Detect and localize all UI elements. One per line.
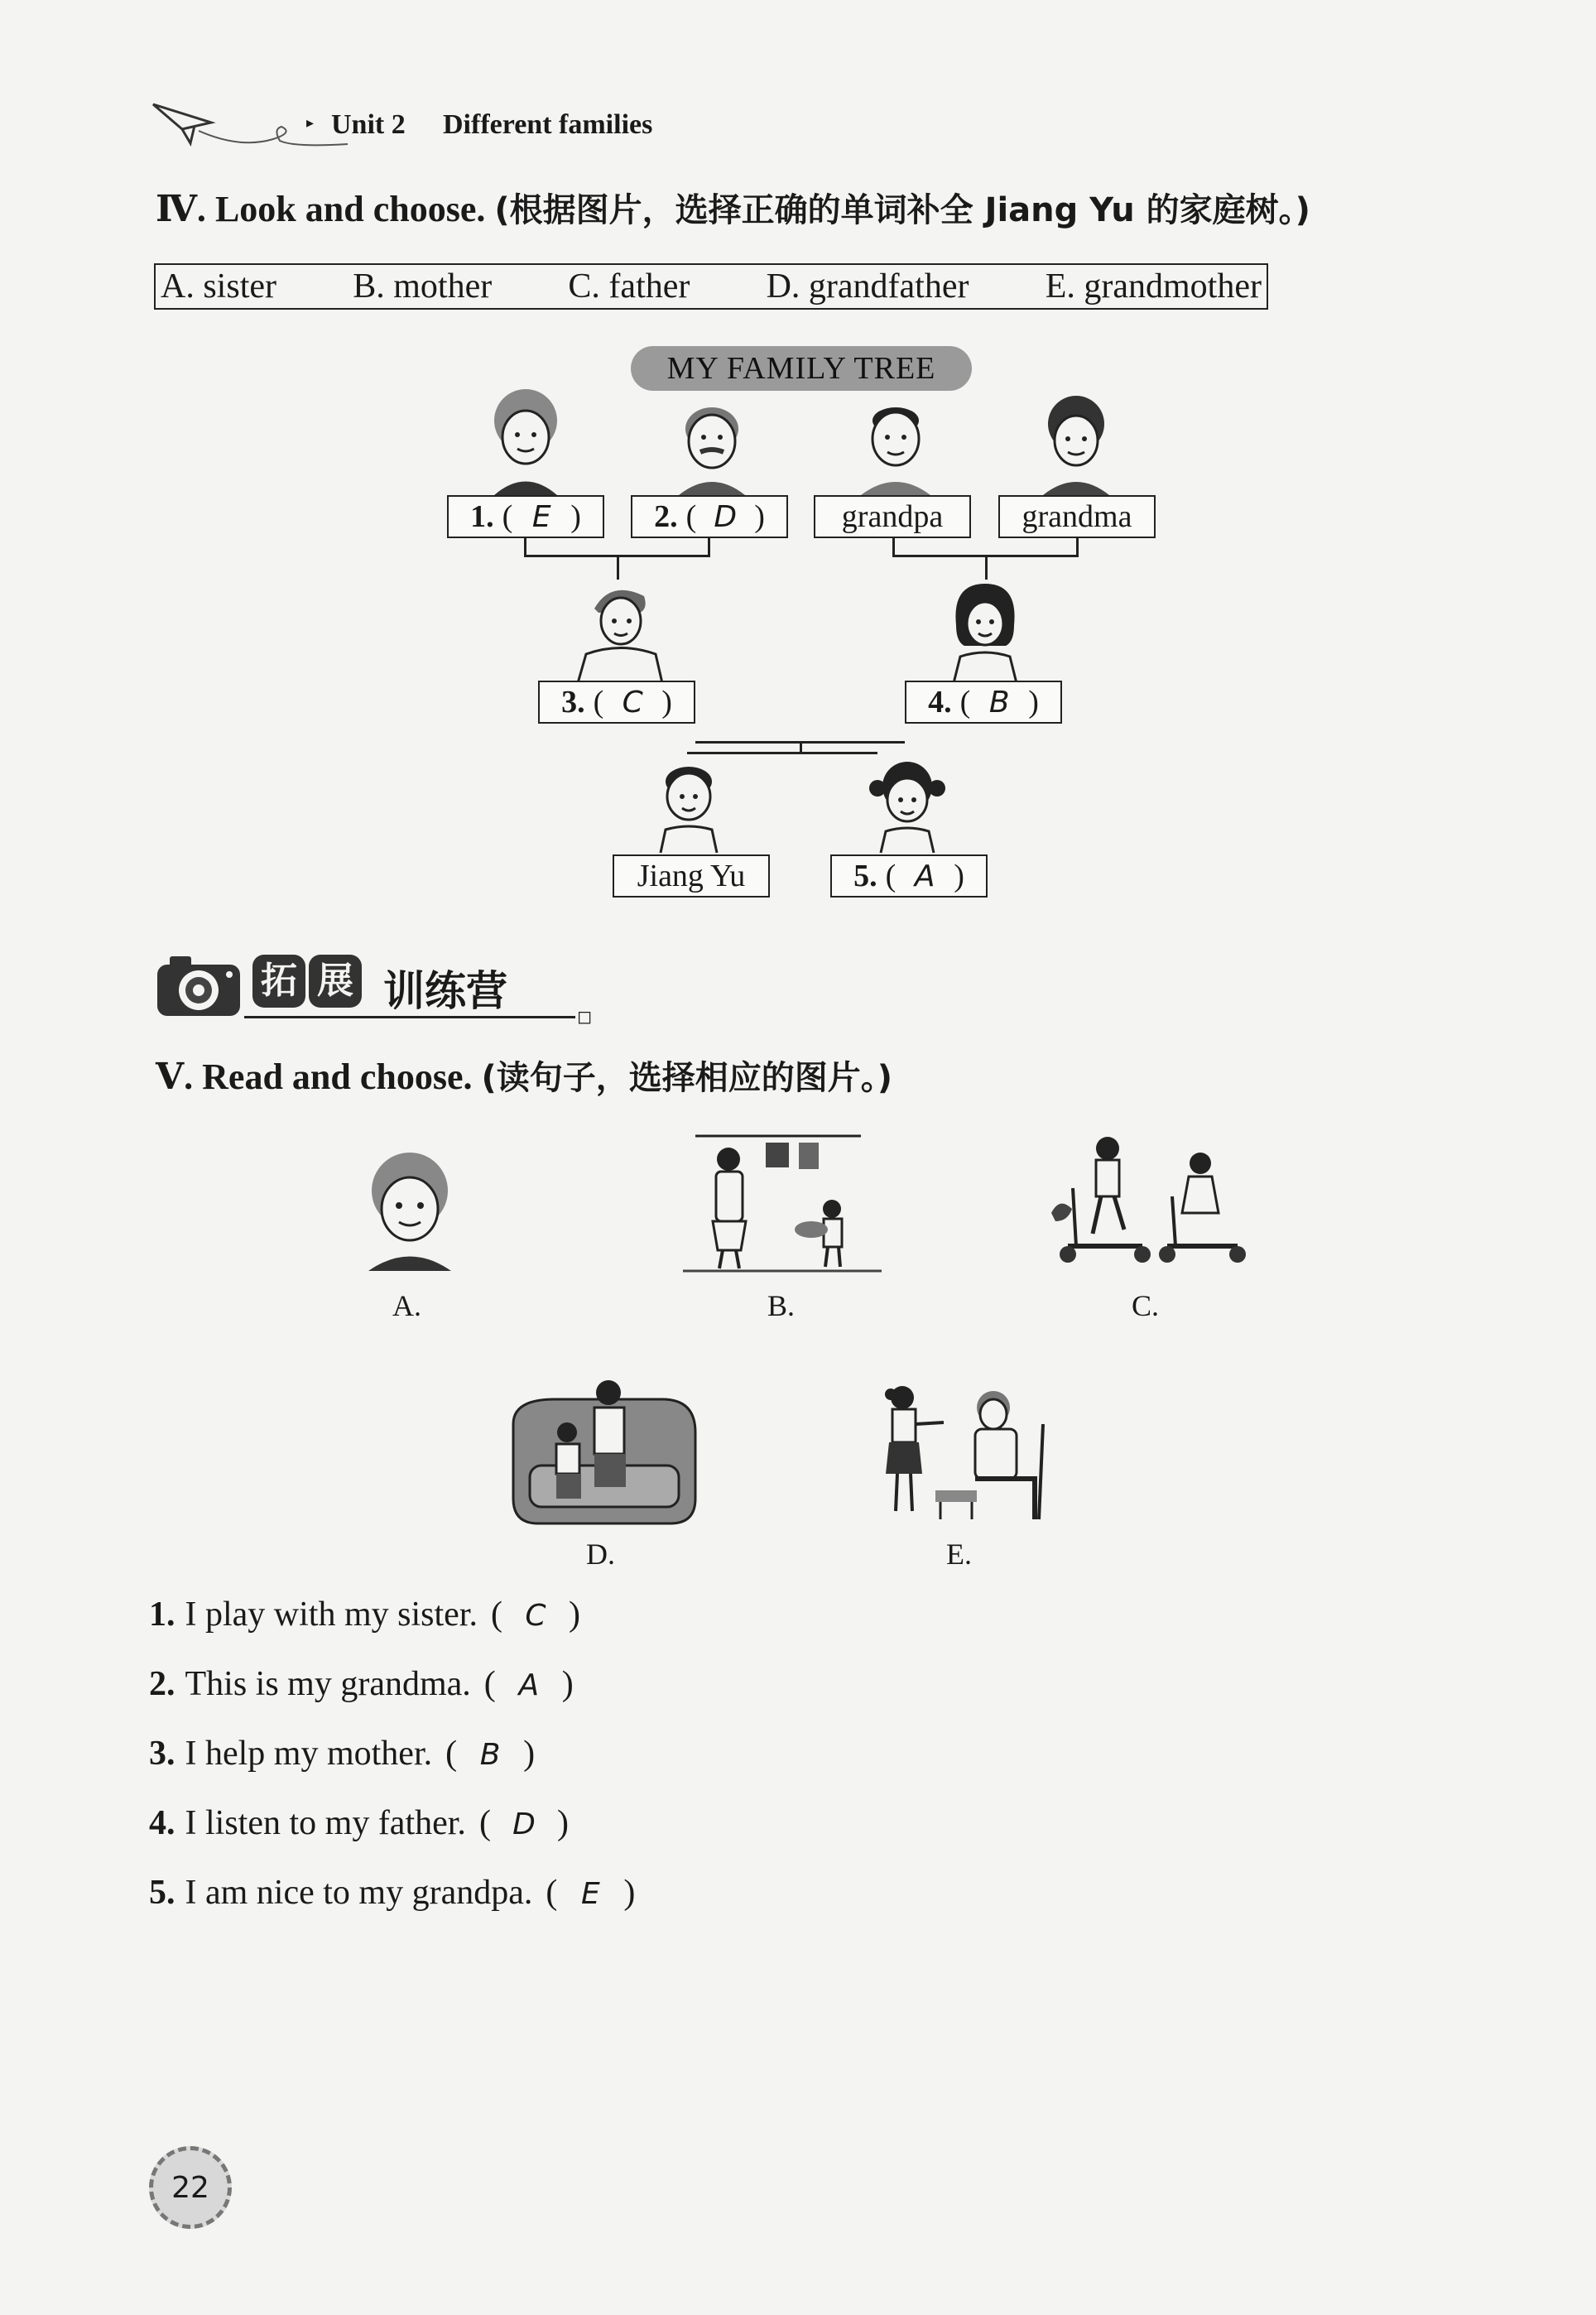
sister-portrait: [858, 753, 957, 853]
family-tree-title: [631, 346, 972, 391]
header-unit: Unit 2: [331, 109, 406, 140]
tree-box-grandma: [998, 495, 1156, 538]
question-text: I am nice to my grandpa.: [185, 1874, 533, 1912]
section4-heading: [156, 184, 1310, 231]
banner-badge: [252, 955, 362, 1008]
section4-title: Look and choose.: [214, 189, 486, 229]
question-answer[interactable]: C: [525, 1599, 546, 1633]
page-number: 22: [171, 2170, 209, 2205]
question-row: 2. This is my grandma. ( A ): [149, 1665, 574, 1703]
word-bank: [154, 263, 1268, 310]
question-number: 1.: [149, 1595, 175, 1634]
jiang-yu-portrait: [639, 753, 738, 853]
tree-box-number: 4.: [928, 685, 952, 720]
tree-box-answer: A: [914, 859, 935, 893]
banner-text: 训练营: [383, 967, 507, 1015]
question-answer[interactable]: E: [580, 1877, 600, 1911]
section5-heading: [156, 1052, 892, 1099]
picture-label: A.: [392, 1289, 421, 1322]
father-portrait: [570, 575, 669, 683]
tree-connector: [524, 538, 526, 556]
mother-portrait: [935, 575, 1035, 683]
tree-box-1[interactable]: 1. ( E ): [447, 495, 604, 538]
question-text: This is my grandma.: [185, 1665, 471, 1703]
question-number: 2.: [149, 1665, 175, 1703]
tree-box-number: 3.: [561, 685, 585, 720]
page-number-badge: [149, 2146, 232, 2229]
word-option: E. grandmother: [1045, 267, 1262, 306]
tree-box-3[interactable]: 3. ( C ): [538, 681, 695, 724]
question-text: I play with my sister.: [185, 1595, 478, 1634]
section4-numeral: Ⅳ.: [156, 189, 206, 229]
tree-connector: [892, 538, 895, 556]
paper-plane-icon: [149, 98, 348, 156]
tree-box-5[interactable]: 5. ( A ): [830, 854, 988, 898]
picture-label: C.: [1132, 1289, 1160, 1322]
tree-box-label: grandma: [1022, 499, 1132, 534]
tree-connector: [1076, 538, 1079, 556]
word-option: D. grandfather: [766, 267, 969, 306]
banner-corner-icon: ◻: [577, 1006, 593, 1027]
grandmother-portrait: [476, 389, 575, 495]
question-row: 1. I play with my sister. ( C ): [149, 1595, 580, 1634]
question-number: 4.: [149, 1804, 175, 1842]
picture-label: D.: [586, 1538, 615, 1571]
tree-box-answer: D: [714, 499, 738, 534]
question-text: I listen to my father.: [185, 1804, 466, 1842]
tree-box-4[interactable]: 4. ( B ): [905, 681, 1062, 724]
banner-badge-char: 拓: [252, 955, 305, 1008]
question-row: 5. I am nice to my grandpa. ( E ): [149, 1874, 636, 1912]
section5-instruction: (读句子，选择相应的图片。): [481, 1059, 893, 1097]
tree-box-jiang-yu: [613, 854, 770, 898]
question-answer[interactable]: A: [518, 1668, 540, 1702]
section4-instruction: (根据图片，选择正确的单词补全 Jiang Yu 的家庭树。): [494, 191, 1310, 229]
grandfather-portrait: [662, 396, 762, 495]
picture-label: E.: [946, 1538, 972, 1571]
tree-box-answer: B: [988, 685, 1010, 720]
tree-box-answer: E: [531, 499, 551, 534]
picture-a-grandma: [348, 1151, 472, 1271]
tree-box-answer: C: [622, 685, 643, 720]
tree-box-number: 1.: [470, 499, 494, 534]
picture-d-listen-father: [505, 1374, 704, 1532]
extension-banner: [153, 940, 600, 1031]
banner-badge-char: 展: [309, 955, 362, 1008]
tree-box-number: 2.: [654, 499, 678, 534]
question-text: I help my mother.: [185, 1735, 433, 1773]
grandpa-portrait: [846, 396, 945, 495]
section5-numeral: Ⅴ.: [156, 1056, 194, 1097]
tree-box-grandpa: [814, 495, 971, 538]
word-option: C. father: [568, 267, 690, 306]
question-row: 3. I help my mother. ( B ): [149, 1735, 536, 1773]
tree-box-number: 5.: [853, 859, 877, 893]
question-number: 5.: [149, 1874, 175, 1912]
tree-box-2[interactable]: 2. ( D ): [631, 495, 788, 538]
tree-box-label: grandpa: [841, 499, 944, 534]
word-option: B. mother: [353, 267, 493, 306]
question-answer[interactable]: B: [479, 1738, 501, 1772]
picture-e-nice-grandpa: [869, 1374, 1060, 1532]
question-number: 3.: [149, 1735, 175, 1773]
header: [149, 98, 728, 156]
word-option: A. sister: [161, 267, 276, 306]
grandma-portrait: [1026, 394, 1126, 495]
camera-icon: [153, 948, 244, 1023]
tree-box-label: Jiang Yu: [637, 859, 746, 893]
tree-connector: [708, 538, 710, 556]
picture-b-help-mother: [683, 1126, 882, 1275]
picture-c-play-sister: [1043, 1130, 1250, 1275]
banner-underline: [244, 1016, 575, 1018]
picture-label: B.: [767, 1289, 796, 1322]
question-row: 4. I listen to my father. ( D ): [149, 1804, 569, 1842]
section5-title: Read and choose.: [202, 1056, 473, 1097]
family-tree-title-text: MY FAMILY TREE: [666, 351, 936, 386]
header-arrow-icon: ▸: [306, 114, 315, 131]
header-title: Different families: [443, 109, 653, 140]
question-answer[interactable]: D: [512, 1807, 536, 1841]
